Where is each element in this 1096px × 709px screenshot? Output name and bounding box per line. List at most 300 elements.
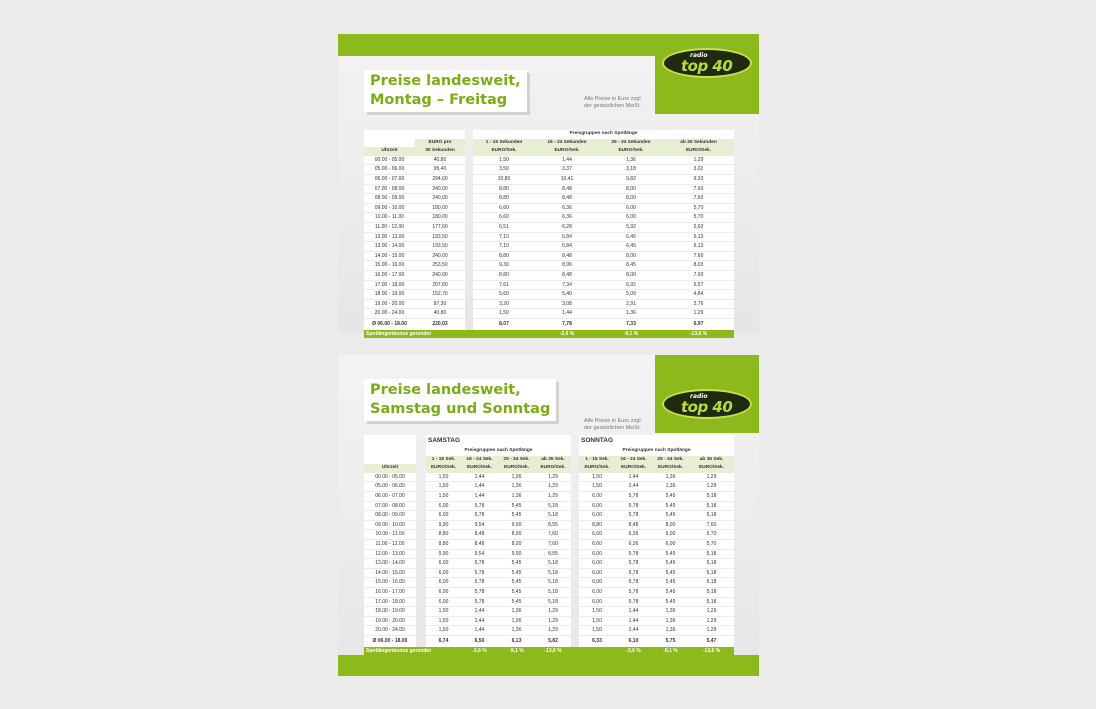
top40-logo-icon <box>662 48 752 78</box>
time-cell: 08.00 - 09.00 <box>364 194 415 204</box>
sun-ub-cell: 1,44 <box>615 616 652 626</box>
sat-sa-cell: 1,50 <box>426 607 461 617</box>
time-cell: 08.00 - 09.00 <box>364 511 416 521</box>
unit-label: EURO/Sek. <box>535 464 571 473</box>
sun-uc-cell: 6,00 <box>652 530 689 540</box>
g2-cell: 1,44 <box>535 156 599 165</box>
gap-cell <box>416 587 426 597</box>
sun-uc-cell: 5,45 <box>652 587 689 597</box>
sun-ud-cell: 5,18 <box>689 501 734 511</box>
sun-uc-cell: 6,00 <box>652 539 689 549</box>
sun-ub-cell: 5,78 <box>615 568 652 578</box>
g3-cell: 9,82 <box>599 174 663 184</box>
gap-cell <box>571 597 579 607</box>
gap-cell <box>465 203 473 213</box>
col-header-g3: 25 - 34 Sek. <box>498 456 535 465</box>
table-header-row <box>364 130 734 139</box>
col-header-g3: 25 - 34 Sek. <box>652 456 689 465</box>
unit-label: EURO/Sek. <box>461 464 498 473</box>
table-row <box>364 280 734 290</box>
unit-label: EURO/Sek. <box>615 464 652 473</box>
time-cell: 13.00 - 14.00 <box>364 242 415 252</box>
gap-cell <box>465 251 473 261</box>
g2-cell: 8,48 <box>535 194 599 204</box>
g3-cell: 6,00 <box>599 213 663 223</box>
time-cell: 10.00 - 11.00 <box>364 530 416 540</box>
time-cell: 18.00 - 19.00 <box>364 290 415 300</box>
table-row <box>364 299 734 309</box>
table-row <box>364 213 734 223</box>
sat-sb-cell: 5,78 <box>461 578 498 588</box>
sat-sd-cell: 1,29 <box>535 482 571 492</box>
sun-uc-cell: 8,00 <box>652 520 689 530</box>
sun-ua-cell: 6,00 <box>579 568 615 578</box>
table-row <box>364 156 734 165</box>
time-cell: 09.00 - 10.00 <box>364 520 416 530</box>
gap-cell <box>465 261 473 271</box>
sat-sc-cell: 1,36 <box>498 491 535 501</box>
g1-cell: 6,51 <box>473 222 535 232</box>
gap-cell <box>571 578 579 588</box>
bonus-g3: -9,1 % <box>599 330 663 339</box>
table-row <box>364 232 734 242</box>
time-cell: 15.00 - 16.00 <box>364 261 415 271</box>
sun-ub-cell: 6,36 <box>615 530 652 540</box>
sun-ub-cell: 5,78 <box>615 511 652 521</box>
sat-sb-cell: 1,44 <box>461 607 498 617</box>
sun-uc-cell: 1,36 <box>652 626 689 636</box>
col-header-price: EURO pro <box>415 139 465 148</box>
g3-cell: 5,09 <box>599 290 663 300</box>
sat-sd-cell: 1,29 <box>535 616 571 626</box>
gap-cell <box>465 270 473 280</box>
time-cell: 06.00 - 07.00 <box>364 491 416 501</box>
table-row <box>364 530 734 540</box>
sun-ua-cell: 6,00 <box>579 597 615 607</box>
sun-ua-cell: 1,50 <box>579 607 615 617</box>
sat-sa-cell: 6,00 <box>426 578 461 588</box>
gap-cell <box>465 299 473 309</box>
sun-ud-cell: 1,29 <box>689 473 734 482</box>
g4-cell: 5,62 <box>663 222 734 232</box>
time-cell: 20.00 - 24.00 <box>364 309 415 319</box>
table-row <box>364 491 734 501</box>
gap-cell <box>571 587 579 597</box>
g4-cell: 7,60 <box>663 270 734 280</box>
g2-cell: 8,96 <box>535 261 599 271</box>
time-cell: 18.00 - 19.00 <box>364 607 416 617</box>
g3-cell: 5,92 <box>599 222 663 232</box>
sun-uc-cell: 5,45 <box>652 578 689 588</box>
g1-cell: 6,60 <box>473 203 535 213</box>
price-cell: 177,60 <box>415 222 465 232</box>
price-cell: 240,00 <box>415 251 465 261</box>
gap-cell <box>571 559 579 569</box>
price-cell: 240,00 <box>415 184 465 194</box>
gap-cell <box>465 174 473 184</box>
sat-sa-cell: 6,00 <box>426 501 461 511</box>
sat-sd-cell: 5,18 <box>535 578 571 588</box>
gap-cell <box>416 482 426 492</box>
table-row <box>364 520 734 530</box>
col-header-g2: 16 - 24 Sekunden <box>535 139 599 148</box>
sun-ub-cell: 1,44 <box>615 626 652 636</box>
sun-ub-cell: 5,78 <box>615 559 652 569</box>
sun-uc-cell: 5,45 <box>652 568 689 578</box>
g2-cell: 6,36 <box>535 203 599 213</box>
gap-cell <box>465 290 473 300</box>
sat-sb-cell: 9,54 <box>461 520 498 530</box>
g1-cell: 7,10 <box>473 232 535 242</box>
g2-cell: 6,84 <box>535 242 599 252</box>
price-cell: 253,50 <box>415 261 465 271</box>
sat-sd-cell: 5,18 <box>535 511 571 521</box>
vat-note <box>584 418 642 432</box>
sat-sa-cell: 6,00 <box>426 511 461 521</box>
sun-uc-cell: 5,45 <box>652 597 689 607</box>
price-cell: 240,00 <box>415 194 465 204</box>
sun-ua-cell: 6,00 <box>579 491 615 501</box>
sun-ub-cell: 6,36 <box>615 539 652 549</box>
g3-cell: 6,00 <box>599 203 663 213</box>
gap-cell <box>571 501 579 511</box>
gap-cell <box>571 549 579 559</box>
avg-g3: 7,33 <box>599 318 663 330</box>
g3-cell: 6,45 <box>599 242 663 252</box>
g4-cell: 1,29 <box>663 309 734 319</box>
avg-sun-g3: 5,75 <box>652 635 689 647</box>
sat-sc-cell: 8,00 <box>498 539 535 549</box>
col-header-g1: 1 - 15 Sekunden <box>473 139 535 148</box>
bonus-sat-g4: -13,6 % <box>535 647 571 656</box>
bonus-sat-g2: -3,6 % <box>461 647 498 656</box>
gap-cell <box>571 626 579 636</box>
avg-sun-g1: 6,33 <box>579 635 615 647</box>
col-header-g4: ab 35 Sek. <box>689 456 734 465</box>
g2-cell: 3,37 <box>535 165 599 175</box>
table-row <box>364 174 734 184</box>
sun-ud-cell: 5,18 <box>689 559 734 569</box>
g3-cell: 2,91 <box>599 299 663 309</box>
sat-sc-cell: 5,45 <box>498 511 535 521</box>
sat-sc-cell: 5,45 <box>498 501 535 511</box>
table-row <box>364 165 734 175</box>
sat-sd-cell: 7,60 <box>535 539 571 549</box>
sat-sd-cell: 5,18 <box>535 559 571 569</box>
sat-sb-cell: 9,54 <box>461 549 498 559</box>
avg-g4: 6,97 <box>663 318 734 330</box>
g1-cell: 3,20 <box>473 299 535 309</box>
sun-uc-cell: 5,45 <box>652 559 689 569</box>
g2-cell: 3,08 <box>535 299 599 309</box>
time-cell: 07.00 - 08.00 <box>364 501 416 511</box>
unit-label: EURO/Sek. <box>426 464 461 473</box>
time-cell: 05.00 - 06.00 <box>364 482 416 492</box>
average-row <box>364 318 734 330</box>
gap-cell <box>416 520 426 530</box>
sat-sb-cell: 5,78 <box>461 501 498 511</box>
table-header-row <box>364 464 734 473</box>
col-header-g1: 1 - 15 Sek. <box>426 456 461 465</box>
sun-ua-cell: 6,00 <box>579 578 615 588</box>
sat-sd-cell: 1,29 <box>535 626 571 636</box>
gap-cell <box>465 232 473 242</box>
sun-ub-cell: 8,48 <box>615 520 652 530</box>
avg-time: Ø 06.00 - 18.00 <box>364 635 416 647</box>
gap-cell <box>416 549 426 559</box>
bonus-sat-g3: -9,1 % <box>498 647 535 656</box>
table-row <box>364 568 734 578</box>
saturday-label: SAMSTAG <box>426 435 571 447</box>
time-cell: 11.00 - 12.00 <box>364 222 415 232</box>
price-cell: 180,00 <box>415 213 465 223</box>
group-header: Preisgruppen nach Spotlänge <box>473 130 734 139</box>
sun-ud-cell: 5,70 <box>689 539 734 549</box>
gap-cell <box>416 578 426 588</box>
logo-radio-text: radio <box>690 393 708 400</box>
g2-cell: 5,40 <box>535 290 599 300</box>
time-cell: 14.00 - 15.00 <box>364 568 416 578</box>
sun-ub-cell: 1,44 <box>615 482 652 492</box>
sat-sc-cell: 5,45 <box>498 568 535 578</box>
sun-ub-cell: 1,44 <box>615 607 652 617</box>
time-cell: 12.00 - 13.00 <box>364 549 416 559</box>
sun-ub-cell: 5,78 <box>615 587 652 597</box>
sat-sb-cell: 1,44 <box>461 626 498 636</box>
bonus-label: Spotlängenbonus gerundet <box>364 647 461 656</box>
weekday-price-table <box>364 130 734 338</box>
table-header-row <box>364 435 734 447</box>
sun-ud-cell: 1,29 <box>689 482 734 492</box>
sun-ua-cell: 6,60 <box>579 530 615 540</box>
g1-cell: 1,50 <box>473 309 535 319</box>
bottom-bar <box>338 655 759 676</box>
page-title <box>364 70 527 112</box>
avg-sun-g4: 5,47 <box>689 635 734 647</box>
g2-cell: 1,44 <box>535 309 599 319</box>
g1-cell: 7,10 <box>473 242 535 252</box>
page-title <box>364 379 556 421</box>
g1-cell: 8,80 <box>473 270 535 280</box>
g2-cell: 8,48 <box>535 270 599 280</box>
g4-cell: 7,60 <box>663 194 734 204</box>
table-row <box>364 290 734 300</box>
gap-cell <box>571 616 579 626</box>
price-cell: 294,60 <box>415 174 465 184</box>
bonus-sun-g2: -3,6 % <box>615 647 652 656</box>
time-cell: 14.00 - 15.00 <box>364 251 415 261</box>
g4-cell: 4,84 <box>663 290 734 300</box>
table-row <box>364 184 734 194</box>
logo-main-text: top 40 <box>681 398 733 416</box>
table-header-row <box>364 456 734 465</box>
g3-cell: 8,00 <box>599 194 663 204</box>
vat-note-line-2: der gesetzlichen MwSt. <box>584 103 641 109</box>
avg-time: Ø 06.00 - 18.00 <box>364 318 415 330</box>
table-row <box>364 511 734 521</box>
gap-cell <box>416 539 426 549</box>
avg-g1: 8,07 <box>473 318 535 330</box>
sun-uc-cell: 1,36 <box>652 616 689 626</box>
sun-ub-cell: 5,78 <box>615 491 652 501</box>
sat-sd-cell: 5,18 <box>535 501 571 511</box>
sat-sc-cell: 1,36 <box>498 482 535 492</box>
sat-sc-cell: 1,36 <box>498 626 535 636</box>
col-header-g4: ab 35 Sekunden <box>663 139 734 148</box>
vat-note-line-1: Alle Preise in Euro zzgl. <box>584 418 643 424</box>
sat-sc-cell: 9,00 <box>498 520 535 530</box>
gap-cell <box>416 501 426 511</box>
g2-cell: 7,34 <box>535 280 599 290</box>
title-line-1: Preise landesweit, <box>370 382 521 398</box>
sat-sa-cell: 6,00 <box>426 559 461 569</box>
gap-cell <box>465 213 473 223</box>
sat-sa-cell: 9,90 <box>426 520 461 530</box>
bonus-label: Spotlängenbonus gerundet <box>364 330 473 339</box>
sun-ua-cell: 1,50 <box>579 482 615 492</box>
top40-logo-icon <box>662 389 752 419</box>
gap-cell <box>571 539 579 549</box>
table-row <box>364 261 734 271</box>
sun-uc-cell: 5,45 <box>652 491 689 501</box>
group-header: Preisgruppen nach Spotlänge <box>426 447 571 456</box>
sat-sc-cell: 1,36 <box>498 607 535 617</box>
sat-sb-cell: 5,78 <box>461 559 498 569</box>
sun-ub-cell: 5,78 <box>615 597 652 607</box>
gap-cell <box>571 482 579 492</box>
sunday-label: SONNTAG <box>579 435 734 447</box>
g1-cell: 5,60 <box>473 290 535 300</box>
table-header-row <box>364 447 734 456</box>
gap-cell <box>465 165 473 175</box>
g1-cell: 8,80 <box>473 194 535 204</box>
table-row <box>364 616 734 626</box>
sun-ud-cell: 5,18 <box>689 578 734 588</box>
avg-sat-g3: 6,13 <box>498 635 535 647</box>
price-cell: 193,50 <box>415 232 465 242</box>
unit-label: EURO/Sek. <box>689 464 734 473</box>
weekend-price-table <box>364 435 734 655</box>
g4-cell: 9,33 <box>663 174 734 184</box>
col-header-g2: 16 - 24 Sek. <box>461 456 498 465</box>
bonus-row <box>364 330 734 339</box>
g4-cell: 3,02 <box>663 165 734 175</box>
price-sheet-weekend <box>338 355 759 676</box>
sat-sc-cell: 5,45 <box>498 597 535 607</box>
sat-sd-cell: 8,55 <box>535 549 571 559</box>
sun-uc-cell: 1,36 <box>652 473 689 482</box>
sun-ua-cell: 6,00 <box>579 559 615 569</box>
gap-cell <box>416 530 426 540</box>
sat-sa-cell: 1,50 <box>426 616 461 626</box>
avg-sat-g1: 6,74 <box>426 635 461 647</box>
sun-ud-cell: 1,29 <box>689 607 734 617</box>
col-header-g3: 25 - 34 Sekunden <box>599 139 663 148</box>
table-row <box>364 539 734 549</box>
time-cell: 16.00 - 17.00 <box>364 587 416 597</box>
time-cell: 19.00 - 20.00 <box>364 616 416 626</box>
unit-label: EURO/Sek. <box>498 464 535 473</box>
sat-sc-cell: 5,45 <box>498 559 535 569</box>
sat-sd-cell: 5,18 <box>535 597 571 607</box>
g4-cell: 1,29 <box>663 156 734 165</box>
table-header-row <box>364 147 734 156</box>
table-row <box>364 242 734 252</box>
g2-cell: 8,48 <box>535 251 599 261</box>
bonus-sun-g3: -9,1 % <box>652 647 689 656</box>
sun-ua-cell: 1,50 <box>579 473 615 482</box>
table-row <box>364 501 734 511</box>
table-row <box>364 482 734 492</box>
table-row <box>364 270 734 280</box>
g1-cell: 8,80 <box>473 184 535 194</box>
avg-sun-g2: 6,10 <box>615 635 652 647</box>
col-header-g2: 16 - 24 Sek. <box>615 456 652 465</box>
gap-cell <box>416 616 426 626</box>
sat-sa-cell: 1,50 <box>426 473 461 482</box>
table-row <box>364 587 734 597</box>
sat-sa-cell: 8,80 <box>426 530 461 540</box>
sat-sc-cell: 1,36 <box>498 616 535 626</box>
table-row <box>364 203 734 213</box>
sat-sc-cell: 5,45 <box>498 587 535 597</box>
logo-radio-text: radio <box>690 52 708 59</box>
table-row <box>364 597 734 607</box>
time-cell: 17.00 - 18.00 <box>364 280 415 290</box>
time-cell: 12.00 - 13.00 <box>364 232 415 242</box>
g3-cell: 6,45 <box>599 232 663 242</box>
logo-main-text: top 40 <box>681 57 733 75</box>
g4-cell: 6,13 <box>663 232 734 242</box>
sun-uc-cell: 5,45 <box>652 549 689 559</box>
sat-sa-cell: 1,50 <box>426 482 461 492</box>
price-cell: 180,00 <box>415 203 465 213</box>
logo-panel <box>655 34 759 114</box>
sat-sb-cell: 8,48 <box>461 539 498 549</box>
gap-cell <box>571 520 579 530</box>
col-header-g4: ab 35 Sek. <box>535 456 571 465</box>
sat-sb-cell: 1,44 <box>461 482 498 492</box>
sat-sa-cell: 9,90 <box>426 549 461 559</box>
g3-cell: 8,00 <box>599 251 663 261</box>
sat-sd-cell: 5,18 <box>535 587 571 597</box>
time-cell: 13.00 - 14.00 <box>364 559 416 569</box>
gap-cell <box>416 473 426 482</box>
gap-cell <box>416 597 426 607</box>
price-cell: 87,30 <box>415 299 465 309</box>
sun-uc-cell: 1,36 <box>652 482 689 492</box>
time-cell: 10.00 - 11.00 <box>364 213 415 223</box>
sun-ub-cell: 5,78 <box>615 549 652 559</box>
table-row <box>364 473 734 482</box>
gap-cell <box>416 607 426 617</box>
time-cell: 00.00 - 05.00 <box>364 473 416 482</box>
sun-ub-cell: 5,78 <box>615 501 652 511</box>
price-cell: 240,00 <box>415 270 465 280</box>
sat-sc-cell: 1,36 <box>498 473 535 482</box>
title-line-2: Samstag und Sonntag <box>370 401 551 417</box>
bonus-sun-g4: -13,6 % <box>689 647 734 656</box>
g3-cell: 8,00 <box>599 184 663 194</box>
g1-cell: 6,60 <box>473 213 535 223</box>
g1-cell: 8,80 <box>473 251 535 261</box>
avg-price: 220,03 <box>415 318 465 330</box>
gap-cell <box>465 280 473 290</box>
sun-ua-cell: 1,50 <box>579 616 615 626</box>
sat-sb-cell: 1,44 <box>461 491 498 501</box>
gap-cell <box>571 473 579 482</box>
sun-ud-cell: 5,70 <box>689 530 734 540</box>
